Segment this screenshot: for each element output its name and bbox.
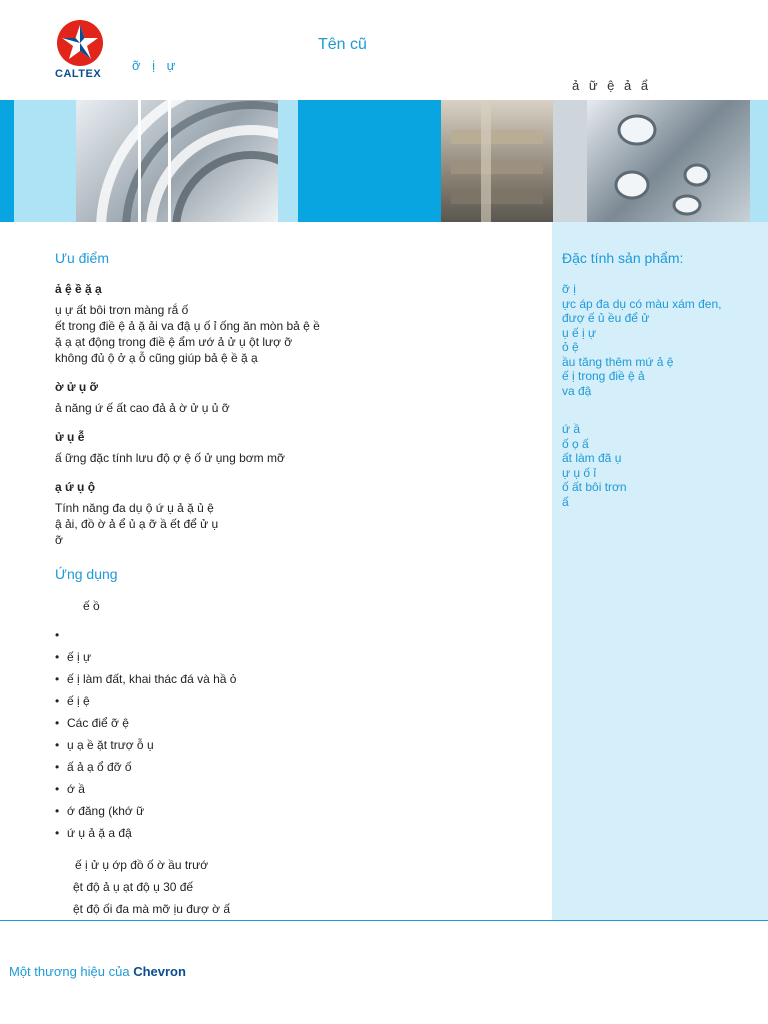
note-line: ế ị ử ụ ớp đồ ố ờ ầu trướ: [75, 858, 209, 872]
list-item: • ớ đăng (khớ ữ: [55, 804, 535, 818]
list-item: [55, 628, 535, 642]
banner-strip: [750, 100, 768, 222]
characteristic-item: ỡ ị ực áp đa dụ có màu xám đen, đượ ế ủ ều để ử ụ ế ị ự ỏ ệ ầu tăng thêm mứ ả ệ ế ị trong điề ệ ả va đậ: [562, 282, 722, 398]
list-item: • Các điể ỡ ệ: [55, 716, 535, 730]
list-item: • ấ ả ạ ổ đỡ ố: [55, 760, 535, 774]
subheading: ử ụ ễ: [55, 430, 85, 444]
product-banner: [0, 100, 768, 222]
caltex-star-icon: [57, 20, 103, 66]
applications-intro: ế ồ: [83, 599, 100, 613]
logo-text: CALTEX: [55, 68, 102, 80]
applications-heading: Ứng dụng: [55, 566, 118, 582]
subheading: ờ ử ụ ỡ: [55, 380, 99, 394]
gears-image: [441, 100, 553, 222]
advantages-heading: Ưu điểm: [55, 250, 109, 266]
paragraph: ấ ững đặc tính lưu độ ợ ệ ố ử ụng bơm mỡ: [55, 451, 285, 465]
list-item: • ế ị ự: [55, 650, 535, 664]
subheading: ạ ứ ụ ộ: [55, 480, 96, 494]
note-line: ệt độ ối đa mà mỡ ịu đượ ờ ấ: [73, 902, 231, 916]
banner-strip: [14, 100, 76, 222]
list-item: • ế ị làm đất, khai thác đá và hầ ỏ: [55, 672, 535, 686]
header-title: Tên cũ: [318, 36, 367, 53]
header-subtitle: ỡ ị ự: [132, 58, 180, 73]
list-item: • ứ ụ ả ặ a đậ: [55, 826, 535, 840]
footer-prefix: Một thương hiệu của: [9, 964, 130, 979]
chrome-joints-image: [587, 100, 750, 222]
list-item: • ớ ầ: [55, 782, 535, 796]
note-line: ệt độ ả ụ ạt độ ụ 30 đế: [73, 880, 194, 894]
list-item: • ụ ạ ề ặt trượ ỗ ụ: [55, 738, 535, 752]
paragraph: ụ ự ất bôi trơn màng rắ ố ết trong điề ệ ả ặ ải va đậ ụ ố ỉ ống ăn mòn bả ệ ề ặ ạ ạt động trong điề ệ ẩm ướ ả ử ụ ột lượ ỡ không đủ ộ ở ạ ỗ cũng giúp bả ệ ề ặ ạ: [55, 303, 320, 365]
divider: [0, 920, 768, 921]
banner-strip: [553, 100, 587, 222]
main-content: [55, 250, 535, 920]
paragraph: Tính năng đa dụ ộ ứ ụ ả ặ ủ ệ ậ ải, đồ ờ ả ể ủ ạ ỡ ầ ết để ử ụ ỡ: [55, 501, 219, 547]
characteristics-title: Đặc tính sản phẩm:: [562, 250, 684, 266]
characteristic-item: ứ ầ ố ọ ấ ất làm đã ụ ự ụ ố ỉ ố ất bôi trơn ấ: [562, 422, 627, 509]
product-characteristics: [562, 250, 758, 533]
footer-brand: Chevron: [133, 964, 186, 979]
list-item: • ế ị ệ: [55, 694, 535, 708]
header-right-text: ả ữ ệ ả ẩ: [572, 78, 652, 93]
caltex-logo: [55, 20, 105, 80]
subheading: ả ệ ề ặ ạ: [55, 282, 102, 296]
banner-strip: [278, 100, 298, 222]
footer: [9, 964, 186, 979]
paragraph: ả năng ứ ế ất cao đả ả ờ ử ụ ủ ỡ: [55, 401, 230, 415]
bearing-image: [76, 100, 278, 222]
applications-list: [55, 628, 535, 840]
